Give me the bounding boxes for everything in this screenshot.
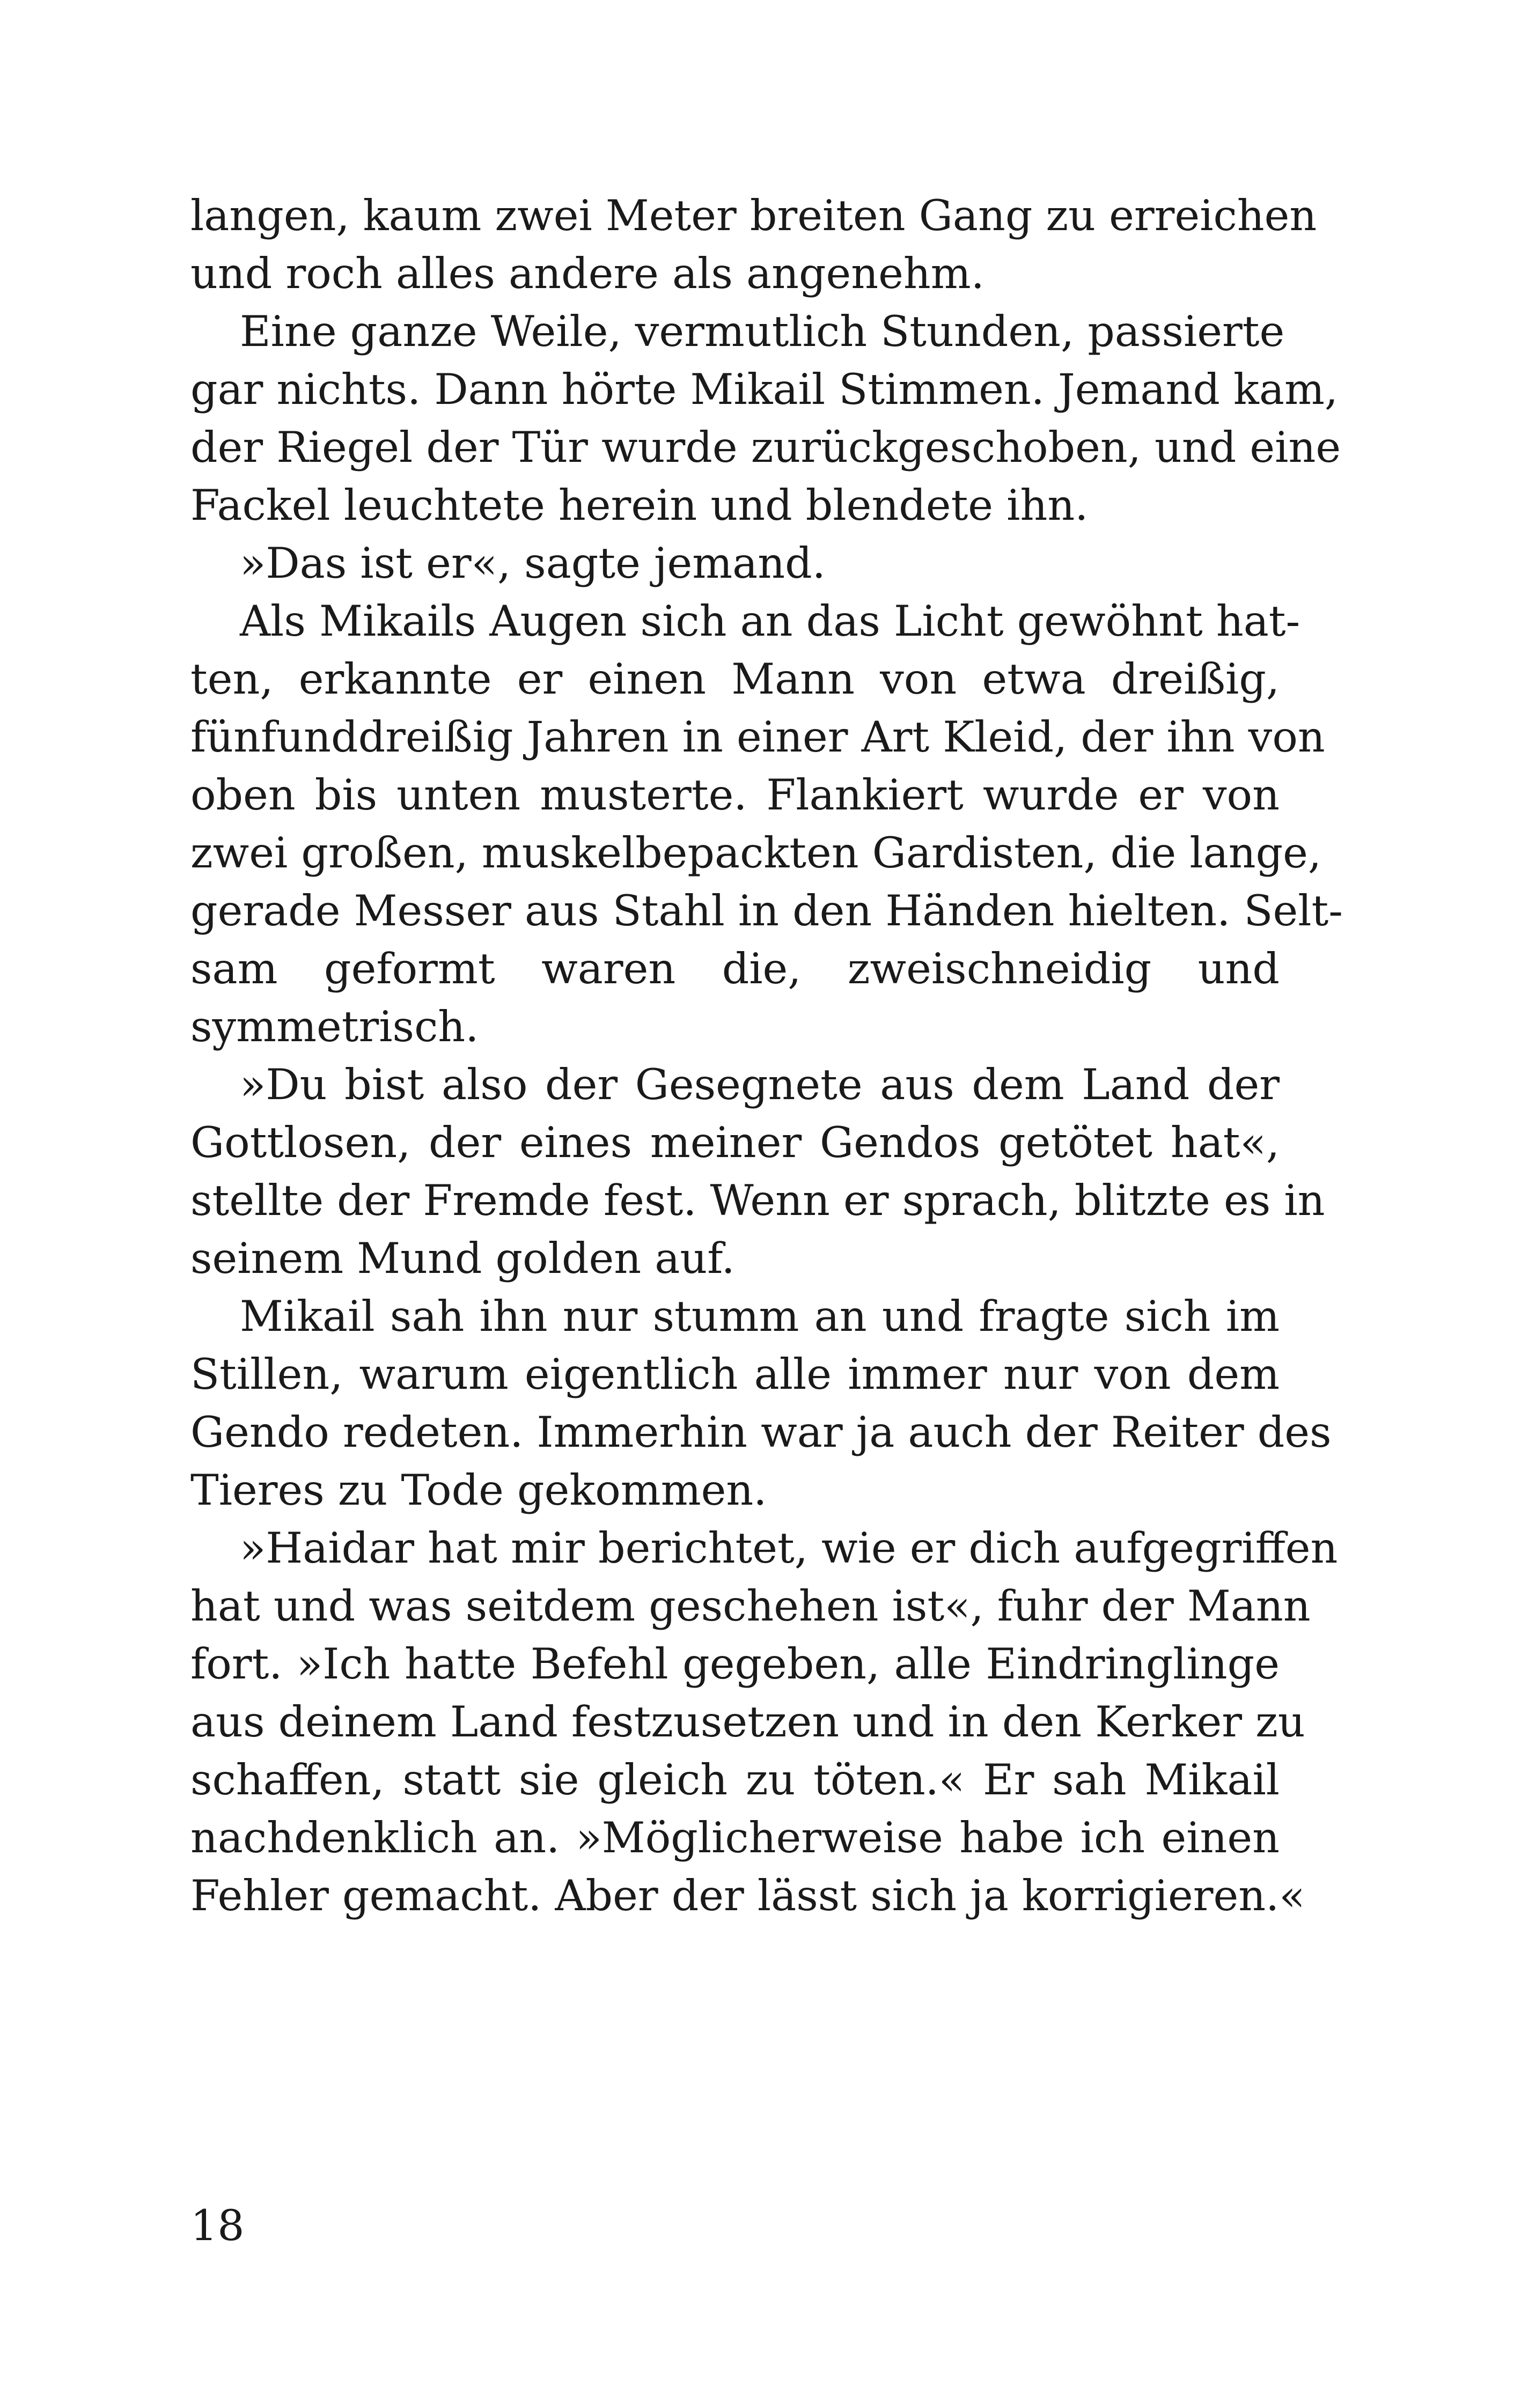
text-line: Stillen, warum eigentlich alle immer nur von dem (190, 1350, 1280, 1399)
text-line: nachdenklich an. »Möglicherweise habe ich einen (190, 1813, 1280, 1862)
text-line: Tieres zu Tode gekommen. (190, 1466, 767, 1515)
text-line: gar nichts. Dann hörte Mikail Stimmen. Jemand kam, (190, 365, 1339, 414)
text-line: fünfunddreißig Jahren in einer Art Kleid, der ihn von (190, 712, 1325, 762)
text-line: der Riegel der Tür wurde zurückgeschoben, und eine (190, 423, 1341, 472)
text-line: »Du bist also der Gesegnete aus dem Land der (240, 1060, 1280, 1109)
text-line: Mikail sah ihn nur stumm an und fragte sich im (240, 1292, 1280, 1341)
text-line: oben bis unten musterte. Flankiert wurde er von (190, 770, 1280, 820)
body-text (190, 187, 1343, 1925)
text-line: Fackel leuchtete herein und blendete ihn. (190, 481, 1089, 530)
text-line: seinem Mund golden auf. (190, 1234, 735, 1283)
text-line: »Das ist er«, sagte jemand. (240, 539, 826, 588)
text-line: »Haidar hat mir berichtet, wie er dich aufgegriffen (240, 1523, 1338, 1573)
text-line: zwei großen, muskelbepackten Gardisten, die lange, (190, 828, 1322, 878)
text-line: schaffen, statt sie gleich zu töten.« Er sah Mikail (190, 1755, 1280, 1805)
text-line: Gendo redeten. Immerhin war ja auch der Reiter des (190, 1408, 1332, 1457)
text-line: sam geformt waren die, zweischneidig und (190, 944, 1280, 993)
text-line: Als Mikails Augen sich an das Licht gewöhnt hat- (240, 597, 1300, 646)
text-line: aus deinem Land festzusetzen und in den Kerker zu (190, 1697, 1305, 1747)
text-line: langen, kaum zwei Meter breiten Gang zu erreichen (190, 191, 1317, 240)
text-line: fort. »Ich hatte Befehl gegeben, alle Eindringlinge (190, 1639, 1280, 1689)
text-line: und roch alles andere als angenehm. (190, 249, 984, 298)
text-line: stellte der Fremde fest. Wenn er sprach, blitzte es in (190, 1176, 1325, 1225)
text-line: ten, erkannte er einen Mann von etwa dreißig, (190, 654, 1280, 704)
text-line: gerade Messer aus Stahl in den Händen hielten. Selt- (190, 886, 1343, 936)
text-line: Fehler gemacht. Aber der lässt sich ja korrigieren.« (190, 1871, 1305, 1920)
text-line: Eine ganze Weile, vermutlich Stunden, passierte (240, 307, 1285, 356)
text-line: symmetrisch. (190, 1002, 479, 1051)
text-line: hat und was seitdem geschehen ist«, fuhr der Mann (190, 1581, 1311, 1631)
page-number: 18 (190, 2201, 245, 2250)
text-line: Gottlosen, der eines meiner Gendos getötet hat«, (190, 1118, 1280, 1167)
